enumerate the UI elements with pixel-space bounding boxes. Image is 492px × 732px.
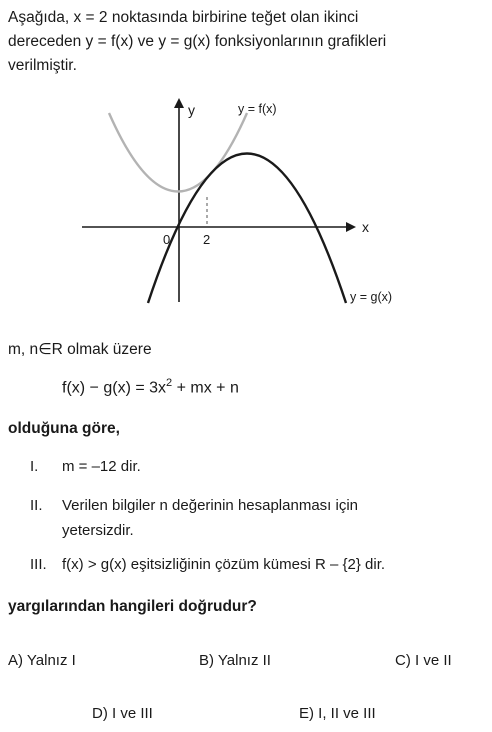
statement-3-number: III. — [30, 556, 47, 573]
intro-line-3: verilmiştir. — [8, 57, 77, 74]
question-text: yargılarından hangileri doğrudur? — [8, 598, 257, 615]
condition-text: m, n∈R olmak üzere — [8, 341, 152, 358]
g-curve-label: y = g(x) — [350, 290, 393, 304]
statement-2-text-line-1: Verilen bilgiler n değerinin hesaplanması için — [62, 497, 359, 514]
y-axis-label: y — [188, 102, 195, 118]
given-text: olduğuna göre, — [8, 420, 120, 437]
intro-line-2: dereceden y = f(x) ve y = g(x) fonksiyonlarının grafikleri — [8, 33, 387, 50]
intro-line-1: Aşağıda, x = 2 noktasında birbirine teğet olan ikinci — [8, 9, 359, 26]
option-e[interactable]: E) I, II ve III — [299, 705, 376, 722]
equation — [62, 377, 239, 397]
statement-1-number: I. — [30, 458, 39, 475]
f-curve — [109, 113, 247, 192]
y-axis-arrow-icon — [174, 98, 184, 108]
x-two-label: 2 — [203, 232, 211, 247]
statement-2-text-line-2: yetersizdir. — [62, 522, 134, 539]
origin-label: 0 — [163, 232, 171, 247]
statement-3-text: f(x) > g(x) eşitsizliğinin çözüm kümesi R – {2} dir. — [62, 556, 386, 573]
function-graph — [0, 88, 492, 318]
g-curve — [148, 154, 346, 304]
statement-1-text: m = –12 dir. — [62, 458, 141, 475]
intro-text — [8, 6, 386, 78]
equation-rest: + mx + n — [172, 379, 239, 397]
equation-main: f(x) − g(x) = 3x — [62, 379, 167, 397]
x-axis-arrow-icon — [346, 222, 356, 232]
equation-exponent: 2 — [166, 377, 173, 389]
f-curve-label: y = f(x) — [238, 102, 277, 116]
option-a[interactable]: A) Yalnız I — [8, 652, 76, 669]
option-d[interactable]: D) I ve III — [92, 705, 153, 722]
x-axis-label: x — [362, 219, 369, 235]
statement-2-number: II. — [30, 497, 43, 514]
option-c[interactable]: C) I ve II — [395, 652, 452, 669]
option-b[interactable]: B) Yalnız II — [199, 652, 271, 669]
